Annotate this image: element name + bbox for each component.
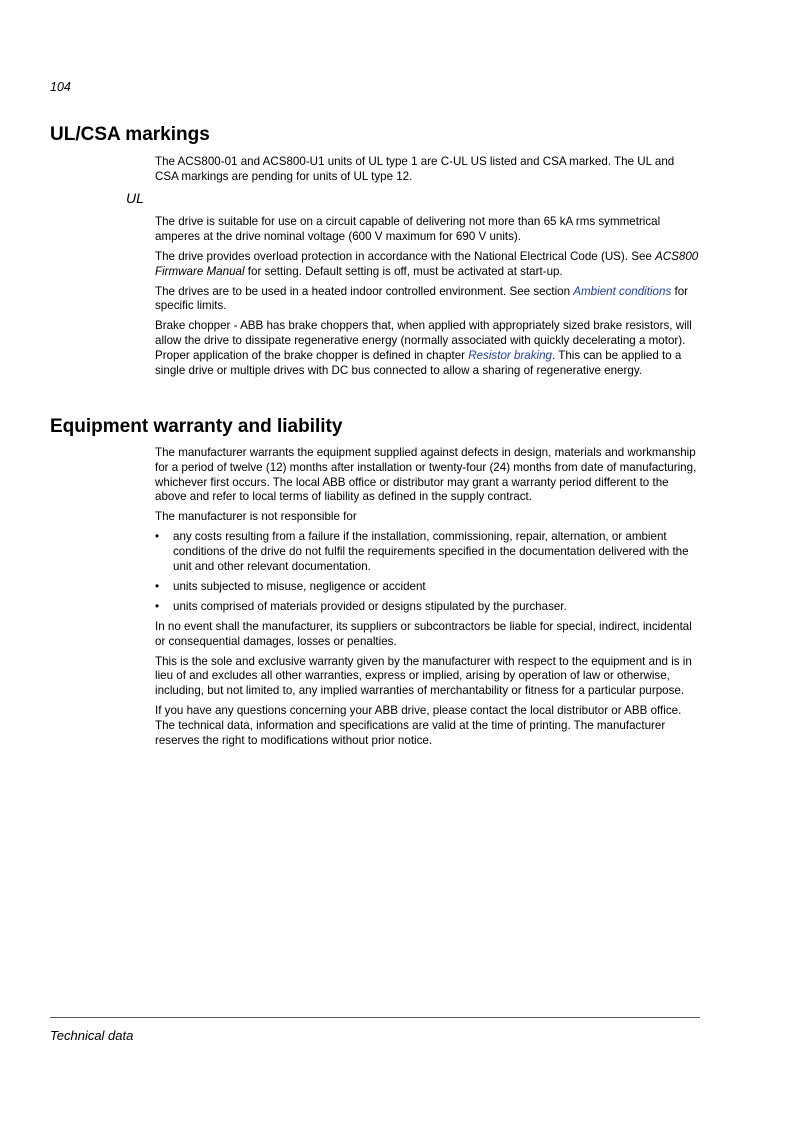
page-number: 104: [50, 80, 71, 94]
footer-divider: [50, 1017, 700, 1018]
bullet-icon: •: [155, 530, 160, 544]
list-item: [155, 530, 700, 574]
ul-environment-text-after: for specific limits.: [155, 284, 689, 313]
ul-brake-text-before: Brake chopper - ABB has brake choppers that, when applied with appropriately sized brake resistors, will allow the drive to dissipate regenerative energy (normally associated with quickly decelerating a motor). Proper application of the brake chopper is defined in chapter: [155, 319, 692, 362]
firmware-manual-reference: ACS800 Firmware Manual: [155, 249, 699, 278]
ul-overload-text-after: for setting. Default setting is off, must be activated at start-up.: [244, 264, 563, 278]
warranty-paragraph-period: The manufacturer warrants the equipment supplied against defects in design, materials and workmanship for a period of twelve (12) months after installation or twenty-four (24) months from date of manufacturing, whichever first occurs. The local ABB office or distributor may grant a warranty period different to the above and refer to local terms of liability as defined in the supply contract.: [155, 446, 697, 504]
ul-csa-intro-block: [155, 155, 700, 190]
resistor-braking-link[interactable]: Resistor braking: [468, 348, 553, 362]
warranty-paragraph-liability: In no event shall the manufacturer, its suppliers or subcontractors be liable for special, indirect, incidental or consequential damages, losses or penalties.: [155, 619, 692, 648]
list-item: [155, 580, 700, 595]
list-item-text: units comprised of materials provided or designs stipulated by the purchaser.: [173, 599, 567, 613]
warranty-paragraph-exclusive: This is the sole and exclusive warranty given by the manufacturer with respect to the equipment and is in lieu of and excludes all other warranties, express or implied, arising by operation of law or otherwise, including, but not limited to, any implied warranties of merchantability or fitness for a particular purpose.: [155, 654, 692, 698]
list-item-text: units subjected to misuse, negligence or accident: [173, 579, 426, 593]
ul-paragraph-environment: [155, 285, 700, 315]
warranty-body-block: [155, 446, 700, 754]
ul-body-block: [155, 215, 700, 384]
ambient-conditions-link[interactable]: Ambient conditions: [573, 284, 672, 298]
section-title-warranty: Equipment warranty and liability: [50, 416, 343, 437]
ul-csa-intro-paragraph: The ACS800-01 and ACS800-U1 units of UL type 1 are C-UL US listed and CSA marked. The UL and CSA markings are pending for units of UL type 12.: [155, 155, 675, 183]
warranty-paragraph-not-responsible: The manufacturer is not responsible for: [155, 510, 357, 524]
ul-environment-text-before: The drives are to be used in a heated indoor controlled environment. See section: [155, 284, 574, 298]
ul-subheading: UL: [126, 190, 144, 206]
warranty-paragraph-contact: If you have any questions concerning your ABB drive, please contact the local distributor or ABB office. The technical data, information and specifications are valid at the time of printing. The manufacturer reserves the right to modifications without prior notice.: [155, 704, 682, 747]
warranty-exclusions-list: [155, 530, 700, 614]
list-item-text: any costs resulting from a failure if the installation, commissioning, repair, alternation, or ambient conditions of the drive do not fulfil the requirements specified in the documentation delivered with the unit and other relevant documentation.: [173, 530, 689, 573]
list-item: [155, 600, 700, 615]
ul-paragraph-brake-chopper: [155, 319, 700, 378]
bullet-icon: •: [155, 599, 160, 613]
ul-overload-text-before: The drive provides overload protection in accordance with the National Electrical Code (US). See: [155, 249, 656, 263]
bullet-icon: •: [155, 579, 160, 593]
ul-paragraph-rating: The drive is suitable for use on a circuit capable of delivering not more than 65 kA rms symmetrical amperes at the drive nominal voltage (600 V maximum for 690 V units).: [155, 215, 661, 243]
footer-chapter-title: Technical data: [50, 1028, 134, 1043]
ul-paragraph-overload: [155, 250, 700, 280]
ul-brake-text-after: . This can be applied to a single drive or multiple drives with DC bus connected to allow a sharing of regenerative energy.: [155, 348, 682, 377]
section-title-ul-csa: UL/CSA markings: [50, 124, 210, 145]
